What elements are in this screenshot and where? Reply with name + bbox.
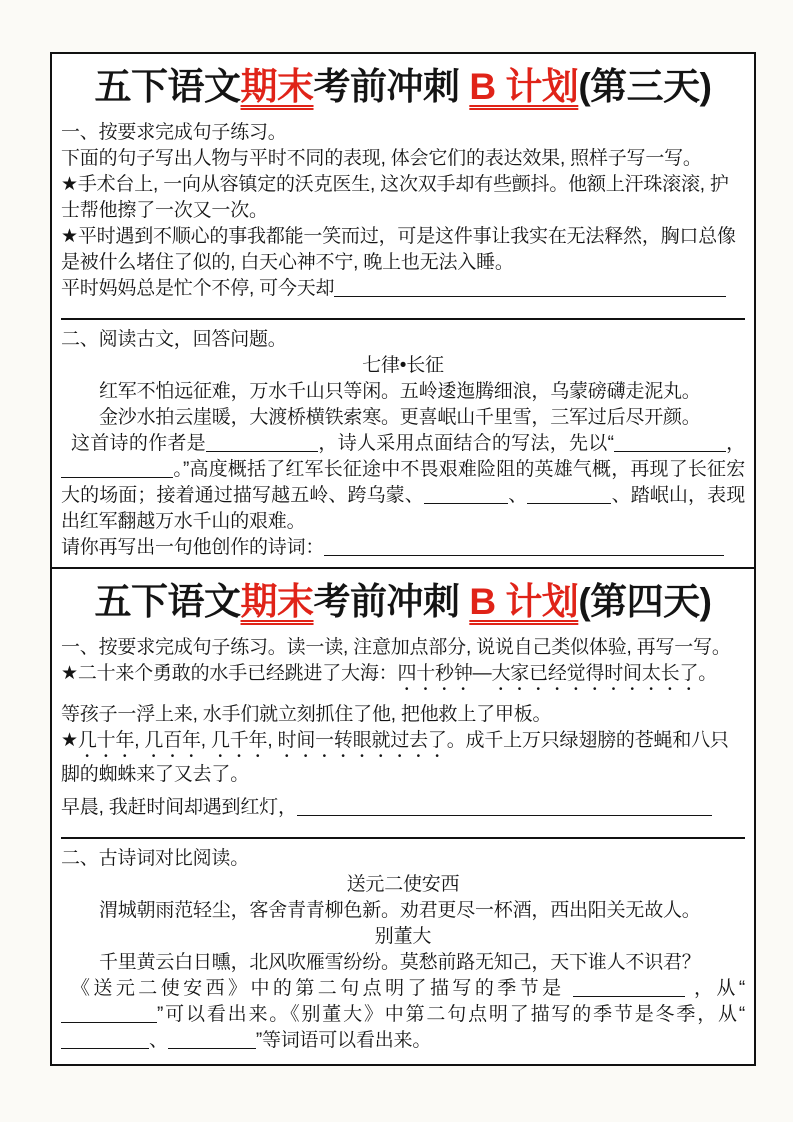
red-underlined-text: 期末 — [240, 581, 314, 622]
text-run: (第四天) — [578, 581, 712, 622]
text-run: 考前冲刺 — [313, 66, 470, 107]
text-line — [61, 224, 745, 276]
text-line — [61, 728, 745, 788]
answer-blank — [61, 1008, 157, 1023]
text-line — [61, 635, 745, 661]
text-run: ，从“ — [685, 978, 745, 999]
panel-title-day4 — [61, 579, 745, 625]
text-line — [61, 950, 745, 976]
text-run: 千里黄云白日曛，北风吹雁雪纷纷。莫愁前路无知己，天下谁人不识君？ — [99, 952, 701, 973]
answer-blank — [168, 1034, 256, 1049]
text-line — [61, 120, 745, 146]
text-line — [61, 146, 745, 172]
text-run: ”可以看出来。《别董大》中第二句点明了描写的季节是冬季，从“ — [157, 1004, 745, 1025]
text-run: 早晨, 我赶时间却遇到红灯， — [61, 797, 297, 818]
text-line — [61, 846, 745, 872]
poem-title — [61, 872, 745, 898]
section-divider — [61, 318, 745, 320]
text-run: 、 — [507, 485, 528, 506]
text-line — [61, 405, 745, 431]
text-run: 请你再写出一句他创作的诗词： — [61, 537, 325, 558]
section-divider — [61, 837, 745, 839]
answer-blank — [527, 489, 611, 504]
text-run: 成千上万只绿翅膀的苍蝇和八只脚的蜘蛛来了又去了。 — [61, 730, 729, 785]
answer-blank — [206, 437, 318, 452]
text-run: ★手术台上, 一向从容镇定的沃克医生, 这次双手却有些颤抖。他额上汗珠滚滚, 护士帮他擦了一次又一次。 — [61, 174, 729, 221]
text-run: 、 — [149, 1030, 168, 1051]
poem-title — [61, 353, 745, 379]
red-underlined-text: 期末 — [240, 66, 314, 107]
text-run: 金沙水拍云崖暖，大渡桥横铁索寒。更喜岷山千里雪，三军过后尽开颜。 — [99, 407, 701, 428]
answer-blank — [297, 801, 712, 816]
text-run: ， — [725, 433, 745, 454]
text-line — [61, 276, 745, 302]
panel-title-day3 — [61, 64, 745, 110]
red-underlined-text: B 计划 — [469, 581, 579, 622]
text-run: ★二十来个勇敢的水手已经跳进了大海： — [61, 663, 398, 684]
text-run: ”等词语可以看出来。 — [255, 1030, 432, 1051]
text-run: 《送元二使安西》中的第二句点明了描写的季节是 — [71, 978, 574, 999]
text-line — [61, 431, 745, 535]
text-run: 红军不怕远征难，万水千山只等闲。五岭逶迤腾细浪，乌蒙磅礴走泥丸。 — [99, 381, 701, 402]
text-line — [61, 327, 745, 353]
answer-blank — [573, 982, 685, 997]
answer-blank — [614, 437, 726, 452]
answer-blank — [424, 489, 508, 504]
text-line — [61, 898, 745, 924]
text-run: 一、按要求完成句子练习。 — [61, 122, 287, 143]
text-run: 下面的句子写出人物与平时不同的表现, 体会它们的表达效果, 照样子写一写。 — [61, 148, 702, 169]
text-line — [61, 795, 745, 821]
text-run: 平时妈妈总是忙个不停, 可今天却 — [61, 278, 335, 299]
text-line — [61, 661, 745, 695]
text-run: 五下语文 — [94, 581, 241, 622]
text-run: 、踏岷山，表现出红军翻越万水千山的艰难。 — [61, 485, 745, 532]
worksheet-panel-day3 — [50, 52, 756, 573]
panel-body-day4 — [61, 635, 745, 1054]
emphasized-text: 几十年, 几百年, 几千年, 时间一转眼就过去了。 — [77, 730, 466, 751]
answer-blank — [324, 541, 724, 556]
text-run: 七律•长征 — [362, 355, 444, 376]
emphasized-text: 四十秒钟—大家已经觉得时间太长了。 — [397, 663, 718, 684]
text-run: 渭城朝雨范轻尘，客舍青青柳色新。劝君更尽一杯酒，西出阳关无故人。 — [99, 900, 701, 921]
text-run: 五下语文 — [94, 66, 241, 107]
panel-body-day3 — [61, 120, 745, 561]
text-run: 二、古诗词对比阅读。 — [61, 848, 250, 869]
poem-title — [61, 924, 745, 950]
red-underlined-text: B 计划 — [469, 66, 579, 107]
text-run: 二、阅读古文，回答问题。 — [61, 329, 287, 350]
text-line — [61, 976, 745, 1054]
text-run: 这首诗的作者是 — [71, 433, 206, 454]
text-run: 别董大 — [374, 926, 432, 947]
text-line — [61, 172, 745, 224]
text-run: ★ — [61, 730, 78, 751]
text-line — [61, 379, 745, 405]
text-run: ★平时遇到不顺心的事我都能一笑而过，可是这件事让我实在无法释然，胸口总像是被什么堵住了似的, 白天心神不宁, 晚上也无法入睡。 — [61, 226, 736, 273]
text-run: 。”高度概括了红军长征途中不畏艰难险阻的英雄气概，再现了长征宏大的场面；接着通过描写越五岭、跨乌蒙、 — [61, 459, 745, 506]
text-line — [61, 702, 745, 728]
text-run: ，诗人采用点面结合的写法，先以“ — [317, 433, 614, 454]
text-run: (第三天) — [578, 66, 712, 107]
text-line — [61, 535, 745, 561]
text-run: 等孩子一浮上来, 水手们就立刻抓住了他, 把他救上了甲板。 — [61, 704, 552, 725]
answer-blank — [334, 282, 726, 297]
worksheet-panel-day4 — [50, 567, 756, 1066]
text-run: 送元二使安西 — [346, 874, 460, 895]
text-run: 一、按要求完成句子练习。读一读, 注意加点部分, 说说自己类似体验, 再写一写。 — [61, 637, 731, 658]
answer-blank — [61, 463, 173, 478]
text-run: 考前冲刺 — [313, 581, 470, 622]
answer-blank — [61, 1034, 149, 1049]
